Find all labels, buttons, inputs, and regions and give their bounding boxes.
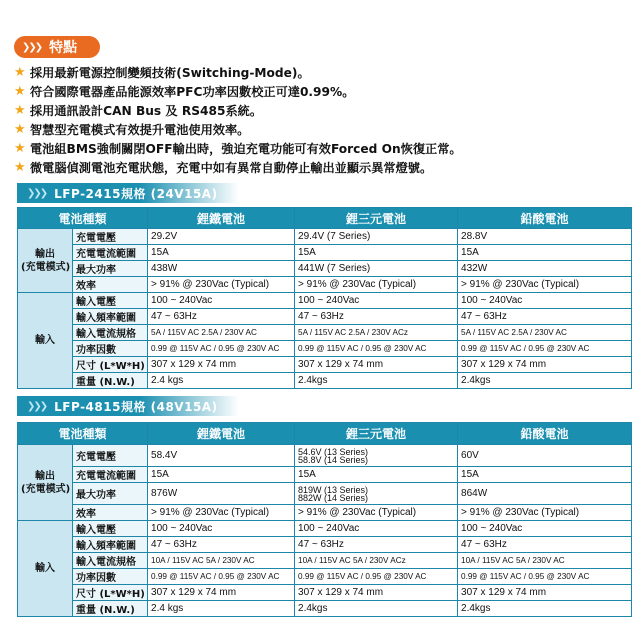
- value-cell: 15A: [295, 245, 458, 261]
- group-label-line: (充電模式): [21, 483, 71, 495]
- value-line: 58.8V (14 Series): [298, 454, 369, 465]
- value-cell: 864W: [458, 483, 632, 505]
- group-label: [18, 445, 73, 521]
- row-label: 最大功率: [73, 483, 148, 505]
- value-cell: > 91% @ 230Vac (Typical): [295, 277, 458, 293]
- header-cell: 鋰三元電池: [295, 423, 458, 445]
- value-cell: 10A / 115V AC 5A / 230V AC: [148, 553, 295, 569]
- table-row: [18, 373, 632, 389]
- value-cell: 15A: [148, 467, 295, 483]
- row-label: 輸入電壓: [73, 521, 148, 537]
- value-cell: 15A: [458, 467, 632, 483]
- value-cell: 100 ~ 240Vac: [148, 293, 295, 309]
- star-icon: ★: [14, 160, 26, 175]
- header-cell: 鋰三元電池: [295, 208, 458, 229]
- value-cell: 2.4kgs: [295, 373, 458, 389]
- table-row: [18, 585, 632, 601]
- value-cell: 60V: [458, 445, 632, 467]
- value-cell: 438W: [148, 261, 295, 277]
- header-cell: 鉛酸電池: [458, 423, 632, 445]
- value-cell: 2.4kgs: [458, 373, 632, 389]
- value-cell: 10A / 115V AC 5A / 230V AC: [458, 553, 632, 569]
- value-cell: 15A: [295, 467, 458, 483]
- features-badge: [14, 36, 100, 58]
- value-cell: 58.4V: [148, 445, 295, 467]
- triple-chevron-icon: ❯❯❯: [22, 41, 42, 53]
- table-row: [18, 467, 632, 483]
- value-cell: 432W: [458, 261, 632, 277]
- row-label: 輸入電流規格: [73, 553, 148, 569]
- value-cell: 47 ~ 63Hz: [148, 537, 295, 553]
- table-row: [18, 537, 632, 553]
- section-title: LFP-2415規格 (24V15A): [54, 186, 218, 201]
- value-cell: 15A: [458, 245, 632, 261]
- triple-chevron-icon: ❯❯❯: [27, 187, 47, 199]
- group-label: 輸入: [18, 293, 73, 389]
- value-cell: 29.4V (7 Series): [295, 229, 458, 245]
- spec-table-lfp-4815: [17, 422, 632, 617]
- value-cell: 5A / 115V AC 2.5A / 230V AC: [148, 325, 295, 341]
- feature-list: [14, 63, 634, 177]
- value-cell: 28.8V: [458, 229, 632, 245]
- table-row: [18, 601, 632, 617]
- feature-item: ★ 微電腦偵測電池充電狀態，充電中如有異常自動停止輸出並顯示異常燈號。: [14, 160, 433, 175]
- value-cell: > 91% @ 230Vac (Typical): [458, 505, 632, 521]
- header-cell: 電池種類: [18, 208, 148, 229]
- value-cell: > 91% @ 230Vac (Typical): [458, 277, 632, 293]
- table-row: [18, 357, 632, 373]
- value-cell: 876W: [148, 483, 295, 505]
- star-icon: ★: [14, 141, 26, 156]
- value-cell: 15A: [148, 245, 295, 261]
- value-cell: 5A / 115V AC 2.5A / 230V ACz: [295, 325, 458, 341]
- value-cell: 307 x 129 x 74 mm: [148, 585, 295, 601]
- row-label: 功率因數: [73, 569, 148, 585]
- table-row: [18, 309, 632, 325]
- star-icon: ★: [14, 84, 26, 99]
- value-cell: 100 ~ 240Vac: [458, 521, 632, 537]
- group-label: 輸入: [18, 521, 73, 617]
- value-cell: 47 ~ 63Hz: [458, 309, 632, 325]
- value-cell: 47 ~ 63Hz: [295, 537, 458, 553]
- value-cell: 10A / 115V AC 5A / 230V ACz: [295, 553, 458, 569]
- value-cell: > 91% @ 230Vac (Typical): [148, 505, 295, 521]
- table-row: [18, 569, 632, 585]
- feature-item: ★ 電池組BMS強制關閉OFF輸出時，強迫充電功能可有效Forced On恢復正常。: [14, 141, 462, 156]
- value-cell: 2.4 kgs: [148, 601, 295, 617]
- value-cell: 0.99 @ 115V AC / 0.95 @ 230V AC: [458, 341, 632, 357]
- table-row: [18, 505, 632, 521]
- section-header-lfp-2415: [17, 183, 239, 203]
- star-icon: ★: [14, 103, 26, 118]
- value-cell: 2.4kgs: [295, 601, 458, 617]
- row-label: 輸入電流規格: [73, 325, 148, 341]
- group-label: [18, 229, 73, 293]
- star-icon: ★: [14, 65, 26, 80]
- value-cell: [295, 483, 458, 505]
- table-header-row: [18, 208, 632, 229]
- row-label: 輸入電壓: [73, 293, 148, 309]
- section-header-lfp-4815: [17, 396, 239, 416]
- value-cell: 29.2V: [148, 229, 295, 245]
- table-row: [18, 325, 632, 341]
- value-cell: 100 ~ 240Vac: [458, 293, 632, 309]
- value-cell: 2.4kgs: [458, 601, 632, 617]
- group-label-line: 輸出: [35, 470, 55, 482]
- header-cell: 鋰鐵電池: [148, 208, 295, 229]
- spec-table-lfp-2415: [17, 207, 632, 389]
- value-cell: 47 ~ 63Hz: [148, 309, 295, 325]
- row-label: 充電電流範圍: [73, 467, 148, 483]
- triple-chevron-icon: ❯❯❯: [27, 400, 47, 412]
- group-label-line: (充電模式): [21, 261, 71, 273]
- header-cell: 電池種類: [18, 423, 148, 445]
- value-cell: 307 x 129 x 74 mm: [458, 585, 632, 601]
- header-cell: 鉛酸電池: [458, 208, 632, 229]
- value-cell: 100 ~ 240Vac: [295, 293, 458, 309]
- row-label: 功率因數: [73, 341, 148, 357]
- table-header-row: [18, 423, 632, 445]
- row-label: 效率: [73, 277, 148, 293]
- feature-item: ★ 採用通訊設計CAN Bus 及 RS485系統。: [14, 103, 263, 118]
- value-line: 819W (13 Series): [298, 484, 369, 495]
- row-label: 重量 (N.W.): [73, 373, 148, 389]
- value-cell: 307 x 129 x 74 mm: [295, 357, 458, 373]
- group-label-line: 輸出: [35, 248, 55, 260]
- row-label: 輸入頻率範圍: [73, 537, 148, 553]
- value-cell: > 91% @ 230Vac (Typical): [148, 277, 295, 293]
- value-cell: 0.99 @ 115V AC / 0.95 @ 230V AC: [458, 569, 632, 585]
- row-label: 最大功率: [73, 261, 148, 277]
- row-label: 輸入頻率範圍: [73, 309, 148, 325]
- row-label: 效率: [73, 505, 148, 521]
- value-line: 882W (14 Series): [298, 492, 369, 503]
- value-cell: 0.99 @ 115V AC / 0.95 @ 230V AC: [295, 569, 458, 585]
- value-cell: 5A / 115V AC 2.5A / 230V AC: [458, 325, 632, 341]
- row-label: 尺寸 (L*W*H): [73, 357, 148, 373]
- value-cell: 47 ~ 63Hz: [458, 537, 632, 553]
- table-row: [18, 341, 632, 357]
- value-cell: 0.99 @ 115V AC / 0.95 @ 230V AC: [295, 341, 458, 357]
- value-line: 54.6V (13 Series): [298, 446, 369, 457]
- header-cell: 鋰鐵電池: [148, 423, 295, 445]
- row-label: 充電電壓: [73, 229, 148, 245]
- table-row: [18, 293, 632, 309]
- feature-item: ★ 符合國際電器產品能源效率PFC功率因數校正可達0.99%。: [14, 84, 355, 99]
- table-row: [18, 229, 632, 245]
- value-cell: 2.4 kgs: [148, 373, 295, 389]
- feature-item: ★ 採用最新電源控制變頻技術(Switching-Mode)。: [14, 65, 310, 80]
- table-row: [18, 277, 632, 293]
- table-row: [18, 261, 632, 277]
- value-cell: > 91% @ 230Vac (Typical): [295, 505, 458, 521]
- value-cell: 441W (7 Series): [295, 261, 458, 277]
- value-cell: 100 ~ 240Vac: [295, 521, 458, 537]
- value-cell: 0.99 @ 115V AC / 0.95 @ 230V AC: [148, 569, 295, 585]
- feature-item: ★ 智慧型充電模式有效提升電池使用效率。: [14, 122, 250, 137]
- row-label: 充電電壓: [73, 445, 148, 467]
- value-cell: 47 ~ 63Hz: [295, 309, 458, 325]
- value-cell: 307 x 129 x 74 mm: [295, 585, 458, 601]
- table-row: [18, 553, 632, 569]
- table-row: [18, 483, 632, 505]
- value-cell: [295, 445, 458, 467]
- section-title: LFP-4815規格 (48V15A): [54, 399, 218, 414]
- table-row: [18, 521, 632, 537]
- table-row: [18, 445, 632, 467]
- row-label: 充電電流範圍: [73, 245, 148, 261]
- star-icon: ★: [14, 122, 26, 137]
- value-cell: 100 ~ 240Vac: [148, 521, 295, 537]
- row-label: 尺寸 (L*W*H): [73, 585, 148, 601]
- features-title: 特點: [49, 40, 78, 56]
- table-row: [18, 245, 632, 261]
- value-cell: 307 x 129 x 74 mm: [148, 357, 295, 373]
- row-label: 重量 (N.W.): [73, 601, 148, 617]
- value-cell: 307 x 129 x 74 mm: [458, 357, 632, 373]
- value-cell: 0.99 @ 115V AC / 0.95 @ 230V AC: [148, 341, 295, 357]
